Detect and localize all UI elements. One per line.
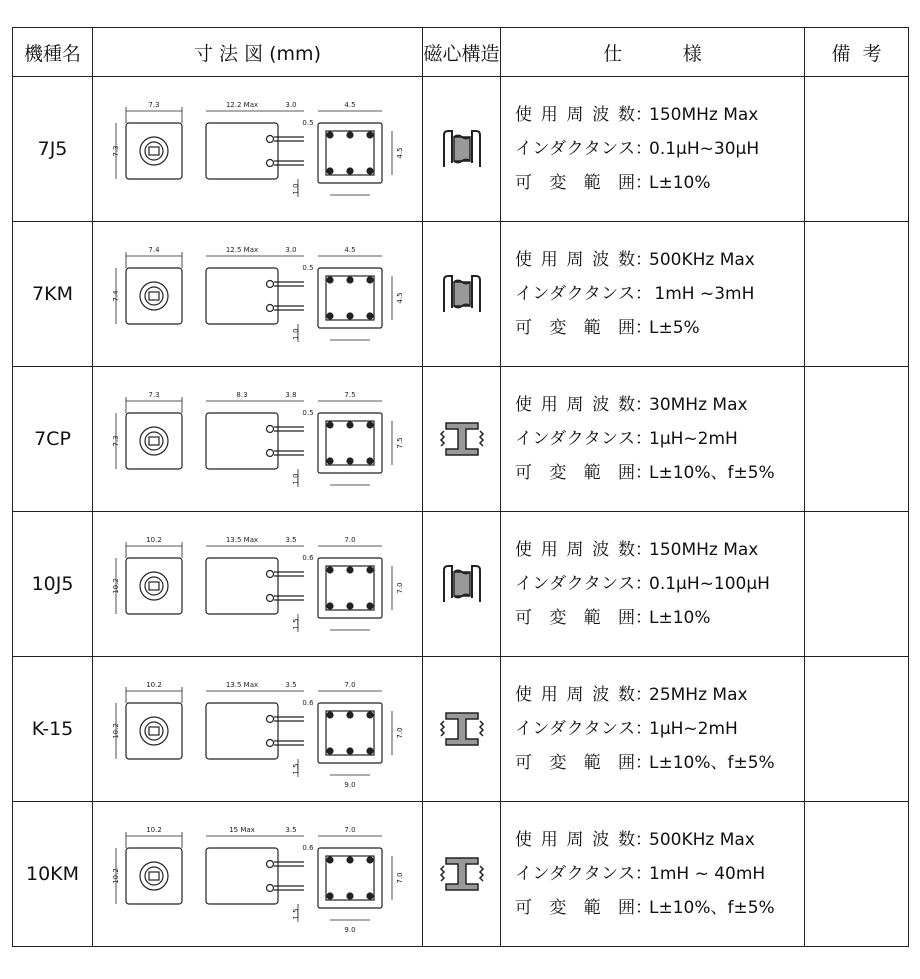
dim-pin-label: 0.6	[301, 844, 314, 852]
adjust-knob-inner	[145, 142, 163, 160]
pin-hole	[266, 160, 273, 167]
dimension-drawing-svg	[108, 667, 408, 791]
dim-pin-label: 0.5	[301, 119, 314, 127]
core-structure	[423, 222, 501, 367]
dim-square-label: 4.5	[343, 101, 356, 109]
variable-range-value: L±10%、f±5%	[649, 753, 775, 773]
spec-cell	[501, 657, 805, 802]
dim-pitch-label: 3.5	[284, 536, 297, 544]
table-row	[13, 222, 909, 367]
pin-hole	[266, 281, 273, 288]
spec-inductance: インダクタンス ： 1μH~2mH	[515, 712, 804, 746]
dim-gap-label: 1.0	[291, 328, 300, 340]
side-view-body	[206, 123, 278, 179]
dim-length-label: 13.5 Max	[225, 681, 258, 689]
adjust-knob	[140, 862, 168, 890]
adjust-knob	[140, 137, 168, 165]
dimension-drawing	[93, 222, 423, 367]
table-row	[13, 367, 909, 512]
inductance-value: 1μH~2mH	[649, 429, 738, 449]
front-view-body	[126, 558, 182, 614]
model-name: 10J5	[13, 512, 93, 657]
pin-hole	[266, 740, 273, 747]
dim-pitch-label: 3.0	[284, 101, 297, 109]
adjust-slot	[149, 582, 159, 590]
core-structure	[423, 512, 501, 657]
dim-pitch-label: 3.0	[284, 246, 297, 254]
core-structure	[423, 77, 501, 222]
dim-pin-label: 0.5	[301, 409, 314, 417]
dim-square-side-label: 7.5	[395, 437, 404, 449]
spec-frequency: 使用周波数 ： 500KHz Max	[515, 823, 804, 857]
adjust-slot	[149, 292, 159, 300]
adjust-slot	[149, 437, 159, 445]
dim-square-side-label: 4.5	[395, 292, 404, 304]
cup-core-icon	[438, 272, 486, 316]
model-name: 10KM	[13, 802, 93, 947]
dim-pin-label: 0.6	[301, 699, 314, 707]
frequency-value: 150MHz Max	[649, 540, 759, 560]
adjust-knob	[140, 427, 168, 455]
table-row	[13, 77, 909, 222]
dim-width-label: 10.2	[145, 826, 162, 834]
adjust-knob-inner	[145, 867, 163, 885]
dim-base-label: 9.0	[343, 781, 356, 789]
dim-square-side-label: 4.5	[395, 147, 404, 159]
frequency-value: 25MHz Max	[649, 685, 748, 705]
dim-square-label: 7.0	[343, 681, 356, 689]
inductance-value: 1mH ~3mH	[649, 284, 755, 304]
model-name: K-15	[13, 657, 93, 802]
dim-base-label: 9.0	[343, 926, 356, 934]
dim-length-label: 12.2 Max	[225, 101, 258, 109]
adjust-knob-inner	[145, 577, 163, 595]
adjust-knob-inner	[145, 722, 163, 740]
spec-table	[12, 27, 909, 947]
pin-hole	[266, 595, 273, 602]
spec-cell	[501, 77, 805, 222]
variable-range-value: L±10%	[649, 608, 711, 628]
side-view-body	[206, 703, 278, 759]
dim-height-label: 7.3	[111, 435, 120, 447]
spec-cell	[501, 802, 805, 947]
remarks-cell	[805, 512, 909, 657]
dimension-drawing-svg	[108, 377, 408, 501]
pin-hole	[266, 426, 273, 433]
spec-variable-range: 可変範囲 ： L±10%、f±5%	[515, 891, 804, 925]
spec-frequency: 使用周波数 ： 150MHz Max	[515, 98, 804, 132]
adjust-knob-inner	[145, 432, 163, 450]
header-dimensions: 寸 法 図 (mm)	[93, 28, 423, 77]
table-row	[13, 512, 909, 657]
dim-width-label: 7.3	[147, 391, 160, 399]
spec-variable-range: 可変範囲 ： L±10%	[515, 166, 804, 200]
adjust-slot	[149, 727, 159, 735]
spec-inductance: インダクタンス ： 1μH~2mH	[515, 422, 804, 456]
adjust-slot	[149, 147, 159, 155]
spec-frequency: 使用周波数 ： 150MHz Max	[515, 533, 804, 567]
variable-range-value: L±5%	[649, 318, 700, 338]
header-row	[13, 28, 909, 77]
dimension-drawing	[93, 512, 423, 657]
spec-frequency: 使用周波数 ： 25MHz Max	[515, 678, 804, 712]
dim-gap-label: 1.5	[291, 763, 300, 775]
side-view-body	[206, 848, 278, 904]
inductance-value: 0.1μH~100μH	[649, 574, 770, 594]
spec-cell	[501, 512, 805, 657]
dim-pin-label: 0.6	[301, 554, 314, 562]
dim-pitch-label: 3.5	[284, 826, 297, 834]
dim-pin-label: 0.5	[301, 264, 314, 272]
pin-hole	[266, 885, 273, 892]
dim-height-label: 10.2	[111, 578, 120, 594]
spec-variable-range: 可変範囲 ： L±10%、f±5%	[515, 746, 804, 780]
cup-core-icon	[438, 562, 486, 606]
front-view-body	[126, 848, 182, 904]
frequency-value: 30MHz Max	[649, 395, 748, 415]
dim-height-label: 7.3	[111, 145, 120, 157]
dim-width-label: 7.4	[147, 246, 160, 254]
remarks-cell	[805, 77, 909, 222]
variable-range-value: L±10%	[649, 173, 711, 193]
front-view-body	[126, 703, 182, 759]
variable-range-value: L±10%、f±5%	[649, 463, 775, 483]
spec-variable-range: 可変範囲 ： L±10%、f±5%	[515, 456, 804, 490]
adjust-slot	[149, 872, 159, 880]
table-row	[13, 657, 909, 802]
core-structure	[423, 802, 501, 947]
drum-core-icon	[438, 707, 486, 751]
dim-gap-label: 1.5	[291, 908, 300, 920]
remarks-cell	[805, 367, 909, 512]
pin-hole	[266, 450, 273, 457]
dimension-drawing-svg	[108, 812, 408, 936]
dimension-drawing-svg	[108, 232, 408, 356]
header-spec: 仕 様	[501, 28, 805, 77]
model-name: 7J5	[13, 77, 93, 222]
dim-square-label: 7.0	[343, 536, 356, 544]
model-name: 7KM	[13, 222, 93, 367]
front-view-body	[126, 123, 182, 179]
dim-gap-label: 1.5	[291, 618, 300, 630]
dimension-drawing	[93, 657, 423, 802]
core-structure	[423, 367, 501, 512]
adjust-knob-inner	[145, 287, 163, 305]
dim-square-side-label: 7.0	[395, 872, 404, 884]
header-core: 磁心構造	[423, 28, 501, 77]
front-view-body	[126, 268, 182, 324]
drum-core-icon	[438, 852, 486, 896]
dim-pitch-label: 3.8	[284, 391, 297, 399]
dim-width-label: 10.2	[145, 681, 162, 689]
dim-width-label: 7.3	[147, 101, 160, 109]
pin-hole	[266, 136, 273, 143]
variable-range-value: L±10%、f±5%	[649, 898, 775, 918]
cup-core-icon	[438, 127, 486, 171]
header-model: 機種名	[13, 28, 93, 77]
header-remarks: 備 考	[805, 28, 909, 77]
dim-gap-label: 1.0	[291, 473, 300, 485]
dim-height-label: 10.2	[111, 868, 120, 884]
dimension-drawing	[93, 77, 423, 222]
side-view-body	[206, 268, 278, 324]
adjust-knob	[140, 572, 168, 600]
spec-frequency: 使用周波数 ： 30MHz Max	[515, 388, 804, 422]
dim-height-label: 10.2	[111, 723, 120, 739]
pin-hole	[266, 305, 273, 312]
model-name: 7CP	[13, 367, 93, 512]
pin-hole	[266, 716, 273, 723]
adjust-knob	[140, 282, 168, 310]
dim-square-label: 4.5	[343, 246, 356, 254]
spec-cell	[501, 367, 805, 512]
spec-variable-range: 可変範囲 ： L±5%	[515, 311, 804, 345]
dim-square-label: 7.0	[343, 826, 356, 834]
dim-width-label: 10.2	[145, 536, 162, 544]
dim-gap-label: 1.0	[291, 183, 300, 195]
dim-square-label: 7.5	[343, 391, 356, 399]
dimension-drawing-svg	[108, 87, 408, 211]
dim-length-label: 8.3	[235, 391, 248, 399]
pin-hole	[266, 571, 273, 578]
spec-inductance: インダクタンス ： 0.1μH~100μH	[515, 567, 804, 601]
dim-length-label: 12.5 Max	[225, 246, 258, 254]
adjust-knob	[140, 717, 168, 745]
side-view-body	[206, 413, 278, 469]
dim-pitch-label: 3.5	[284, 681, 297, 689]
inductance-value: 0.1μH~30μH	[649, 139, 760, 159]
dimension-drawing-svg	[108, 522, 408, 646]
dim-height-label: 7.4	[111, 290, 120, 302]
dimension-drawing	[93, 802, 423, 947]
inductance-value: 1μH~2mH	[649, 719, 738, 739]
remarks-cell	[805, 657, 909, 802]
spec-cell	[501, 222, 805, 367]
inductance-value: 1mH ~ 40mH	[649, 864, 766, 884]
dimension-drawing	[93, 367, 423, 512]
frequency-value: 500KHz Max	[649, 830, 755, 850]
dim-square-side-label: 7.0	[395, 582, 404, 594]
spec-inductance: インダクタンス ： 1mH ~ 40mH	[515, 857, 804, 891]
frequency-value: 500KHz Max	[649, 250, 755, 270]
remarks-cell	[805, 802, 909, 947]
dim-length-label: 15 Max	[228, 826, 255, 834]
frequency-value: 150MHz Max	[649, 105, 759, 125]
pin-hole	[266, 861, 273, 868]
spec-inductance: インダクタンス ： 1mH ~3mH	[515, 277, 804, 311]
core-structure	[423, 657, 501, 802]
drum-core-icon	[438, 417, 486, 461]
remarks-cell	[805, 222, 909, 367]
spec-frequency: 使用周波数 ： 500KHz Max	[515, 243, 804, 277]
dim-length-label: 13.5 Max	[225, 536, 258, 544]
dim-square-side-label: 7.0	[395, 727, 404, 739]
front-view-body	[126, 413, 182, 469]
spec-inductance: インダクタンス ： 0.1μH~30μH	[515, 132, 804, 166]
side-view-body	[206, 558, 278, 614]
spec-variable-range: 可変範囲 ： L±10%	[515, 601, 804, 635]
table-row	[13, 802, 909, 947]
